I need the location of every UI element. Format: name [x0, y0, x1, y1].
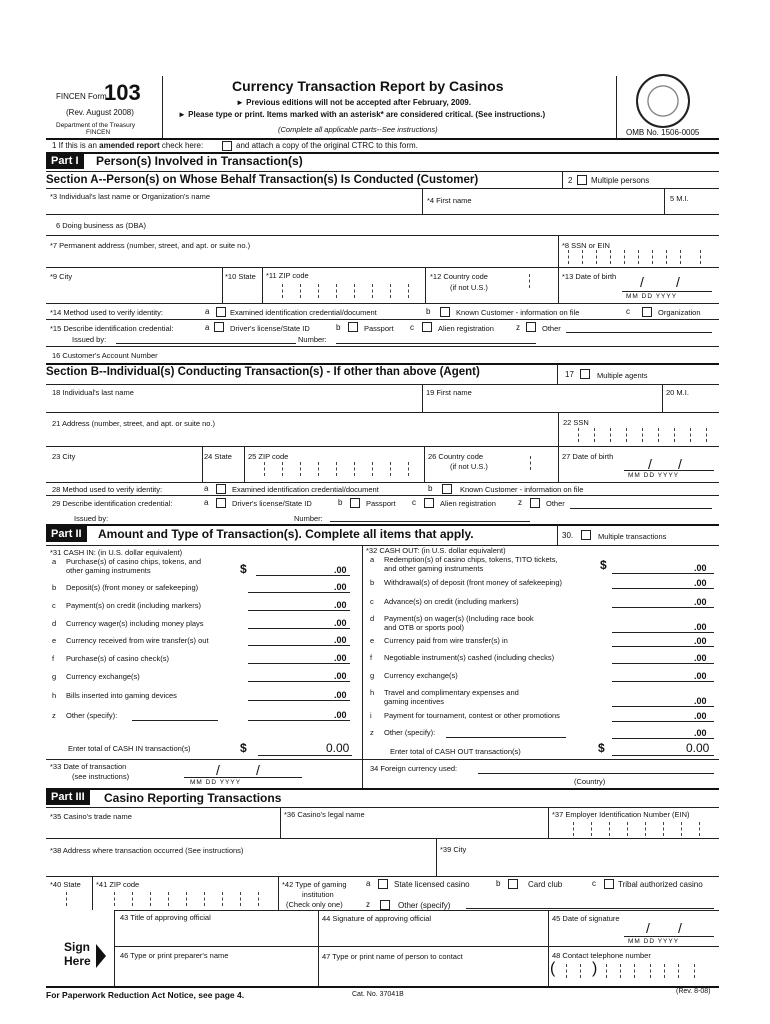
gaming-tribal-label: Tribal authorized casino — [618, 880, 703, 889]
field-33-label: *33 Date of transaction — [50, 762, 127, 771]
agent-dob-format: MM DD YYYY — [628, 472, 680, 479]
field-9-label: *9 City — [50, 272, 73, 281]
field-33-note: (see instructions) — [72, 772, 130, 781]
field-27-label: 27 Date of birth — [562, 452, 614, 461]
cred-other-input[interactable] — [566, 332, 712, 333]
cash-out-letter: h — [370, 688, 375, 697]
field-12-note: (if not U.S.) — [450, 283, 488, 292]
header-note-2: ► Please type or print. Items marked with an asterisk* are considered critical. (See instructions.) — [178, 110, 546, 119]
agent-issued-by-label: Issued by: — [74, 514, 109, 523]
cash-out-item-label: Advance(s) on credit (including markers) — [384, 597, 519, 606]
sign-label: Sign — [64, 940, 90, 954]
gaming-other-input[interactable] — [466, 908, 714, 909]
agent-cred-alien-label: Alien registration — [440, 499, 496, 508]
cash-out-amount-input[interactable] — [612, 738, 714, 739]
field-4-label: *4 First name — [427, 196, 472, 205]
part3-title: Casino Reporting Transactions — [104, 791, 282, 805]
amended-note: and attach a copy of the original CTRC to this form. — [236, 141, 418, 150]
agent-cred-passport-checkbox[interactable] — [350, 498, 360, 508]
cash-out-item-label: Currency paid from wire transfer(s) in — [384, 636, 508, 645]
cash-out-amount[interactable]: .00 — [694, 563, 707, 573]
agent-cred-other-input[interactable] — [570, 508, 712, 509]
cash-in-amount-input[interactable] — [248, 700, 350, 701]
field-28-label: 28 Method used to verify identity: — [52, 485, 163, 494]
field-47-label: 47 Type or print name of person to contact — [322, 952, 463, 961]
multiple-agents-label: Multiple agents — [597, 371, 648, 380]
cash-in-dollar-sign: $ — [240, 562, 247, 576]
gaming-tribal-checkbox[interactable] — [604, 879, 614, 889]
cash-in-item-label: Currency wager(s) including money plays — [66, 619, 204, 628]
here-label: Here — [64, 954, 91, 968]
field-23-label: 23 City — [52, 452, 76, 461]
cash-out-amount-input[interactable] — [612, 588, 714, 589]
agent-verify-examined-label: Examined identification credential/document — [232, 485, 379, 494]
cash-out-item-label: Payment(s) on wager(s) (Including race book — [384, 614, 534, 623]
agent-cred-number-input[interactable] — [330, 521, 530, 522]
cash-in-item-label: Bills inserted into gaming devices — [66, 691, 177, 700]
cash-in-letter: e — [52, 636, 57, 645]
cash-out-item-label: Negotiable instrument(s) cashed (including checks) — [384, 653, 555, 662]
cash-out-letter: i — [370, 711, 372, 720]
field-38-label: *38 Address where transaction occurred (See instructions) — [50, 846, 244, 855]
field-36-label: *36 Casino's legal name — [284, 810, 365, 819]
field-26-label: 26 Country code — [428, 452, 484, 461]
field-46-label: 46 Type or print preparer's name — [120, 951, 229, 960]
amended-line: 1 If this is an amended report check here: — [52, 141, 204, 150]
field-11-label: *11 ZIP code — [266, 271, 309, 280]
cash-in-item-label-2: other gaming instruments — [66, 566, 151, 575]
field-18-label: 18 Individual's last name — [52, 388, 134, 397]
agent-dob-input[interactable] — [624, 470, 714, 471]
signature-date-input[interactable] — [624, 936, 714, 937]
gaming-other-label: Other (specify) — [398, 901, 451, 910]
field-10-label: *10 State — [225, 272, 256, 281]
cred-alien-checkbox[interactable] — [422, 322, 432, 332]
agent-cred-other-checkbox[interactable] — [530, 498, 540, 508]
cash-out-item-label: Withdrawal(s) of deposit (front money of safekeeping) — [384, 578, 562, 587]
cash-in-letter: d — [52, 619, 57, 628]
cash-out-item-label-2: gaming incentives — [384, 697, 445, 706]
field-48-label: 48 Contact telephone number — [552, 951, 651, 960]
part1-title: Person(s) Involved in Transaction(s) — [96, 154, 303, 168]
cash-out-amount[interactable]: .00 — [694, 597, 707, 607]
cash-out-letter: z — [370, 728, 374, 737]
cash-out-item-label: Currency exchange(s) — [384, 671, 458, 680]
form-revision: (Rev. August 2008) — [66, 108, 134, 117]
verify-examined-label: Examined identification credential/document — [230, 308, 377, 317]
cash-out-amount[interactable]: .00 — [694, 578, 707, 588]
field-42-label: *42 Type of gaming — [282, 880, 347, 889]
amended-checkbox[interactable] — [222, 141, 232, 151]
cash-in-amount-input[interactable] — [248, 645, 350, 646]
field-16-label: 16 Customer's Account Number — [52, 351, 158, 360]
foreign-currency-input[interactable] — [478, 773, 714, 774]
cash-in-amount[interactable]: .00 — [334, 600, 347, 610]
field-40-label: *40 State — [50, 880, 81, 889]
cash-in-amount-input[interactable] — [248, 681, 350, 682]
gaming-card-club-label: Card club — [528, 880, 563, 889]
cred-other-checkbox[interactable] — [526, 322, 536, 332]
cash-out-letter: e — [370, 636, 375, 645]
cash-out-letter: g — [370, 671, 375, 680]
field-7-label: *7 Permanent address (number, street, and apt. or suite no.) — [50, 241, 251, 250]
number-label: Number: — [298, 335, 327, 344]
cred-license-label: Driver's license/State ID — [230, 324, 310, 333]
field-19-label: 19 First name — [426, 388, 472, 397]
agency: FINCEN — [86, 129, 111, 136]
cash-in-item-label: Deposit(s) (front money or safekeeping) — [66, 583, 199, 592]
field-17-number: 17 — [565, 370, 574, 379]
field-25-label: 25 ZIP code — [248, 452, 289, 461]
field-30-number: 30. — [562, 531, 574, 540]
department: Department of the Treasury — [56, 122, 136, 129]
field-8-label: *8 SSN or EIN — [562, 241, 610, 250]
cash-out-letter: b — [370, 578, 375, 587]
cash-out-other-specify-input[interactable] — [446, 737, 566, 738]
dob-format: MM DD YYYY — [626, 293, 678, 300]
cash-in-letter: c — [52, 601, 56, 610]
cash-out-amount-input[interactable] — [612, 573, 714, 574]
cash-in-amount-input[interactable] — [248, 610, 350, 611]
field-44-label: 44 Signature of approving official — [322, 914, 432, 923]
agent-verify-known-label: Known Customer - information on file — [460, 485, 584, 494]
field-43-label: 43 Title of approving official — [120, 913, 211, 922]
transaction-date-format: MM DD YYYY — [190, 779, 242, 786]
cash-in-item-label: Currency received from wire transfer(s) out — [66, 636, 209, 645]
cash-in-item-label: Payment(s) on credit (including markers) — [66, 601, 202, 610]
cash-out-letter: f — [370, 653, 373, 662]
cash-in-letter: a — [52, 557, 57, 566]
field-3-label: *3 Individual's last name or Organization's name — [50, 192, 211, 201]
cash-in-amount[interactable]: .00 — [334, 690, 347, 700]
signature-date-format: MM DD YYYY — [628, 938, 680, 945]
cash-out-amount-input[interactable] — [612, 706, 714, 707]
agent-verify-examined-checkbox[interactable] — [216, 484, 226, 494]
field-26-note: (if not U.S.) — [450, 462, 488, 471]
part3-label: Part III — [46, 789, 90, 805]
cash-in-total-dollar: $ — [240, 741, 247, 755]
cash-in-letter: g — [52, 672, 57, 681]
cash-out-item-label: Travel and complimentary expenses and — [384, 688, 519, 697]
cash-in-other-specify-input[interactable] — [132, 720, 218, 721]
cash-in-item-label: Purchase(s) of casino chips, tokens, and — [66, 557, 202, 566]
cash-out-letter: c — [370, 597, 374, 606]
cash-out-amount[interactable]: .00 — [694, 653, 707, 663]
field-45-label: 45 Date of signature — [552, 914, 620, 923]
header-note-3: (Complete all applicable parts--See instructions) — [278, 125, 438, 134]
cash-out-item-label: Redemption(s) of casino chips, tokens, TITO tickets, — [384, 555, 558, 564]
cash-out-heading: *32 CASH OUT: (in U.S. dollar equivalent) — [366, 546, 506, 555]
cash-out-item-label: Other (specify): — [384, 728, 436, 737]
cash-in-amount-input[interactable] — [256, 575, 350, 576]
field-42-sub: institution — [302, 890, 334, 899]
cash-out-amount[interactable]: .00 — [694, 622, 707, 632]
field-24-label: 24 State — [204, 452, 232, 461]
cash-out-item-label-2: and OTB or sports pool) — [384, 623, 465, 632]
cash-out-amount[interactable]: .00 — [694, 671, 707, 681]
cash-in-amount[interactable]: .00 — [334, 671, 347, 681]
agent-cred-license-label: Driver's license/State ID — [232, 499, 312, 508]
cred-other-label: Other — [542, 324, 561, 333]
dob-input[interactable] — [622, 291, 712, 292]
cash-in-item-label: Currency exchange(s) — [66, 672, 140, 681]
cash-out-amount-input[interactable] — [612, 632, 714, 633]
gaming-card-club-checkbox[interactable] — [508, 879, 518, 889]
agent-cred-other-label: Other — [546, 499, 565, 508]
cash-out-amount-input[interactable] — [612, 721, 714, 722]
field-29-label: 29 Describe identification credential: — [52, 499, 173, 508]
cash-out-amount-input[interactable] — [612, 663, 714, 664]
cash-in-letter: b — [52, 583, 57, 592]
cash-out-item-label-2: and other gaming instruments — [384, 564, 484, 573]
footer-notice: For Paperwork Reduction Act Notice, see page 4. — [46, 990, 245, 1000]
field-21-label: 21 Address (number, street, and apt. or suite no.) — [52, 419, 216, 428]
multiple-transactions-label: Multiple transactions — [598, 532, 667, 541]
cred-alien-label: Alien registration — [438, 324, 494, 333]
cash-out-letter: a — [370, 555, 375, 564]
verify-known-checkbox[interactable] — [440, 307, 450, 317]
agent-verify-known-checkbox[interactable] — [442, 484, 452, 494]
form-number: 103 — [104, 80, 141, 105]
field-15-label: *15 Describe identification credential: — [50, 324, 174, 333]
field-13-label: *13 Date of birth — [562, 272, 617, 281]
section-b-title: Section B--Individual(s) Conducting Transaction(s) - If other than above (Agent) — [46, 366, 480, 378]
cash-in-heading: *31 CASH IN: (in U.S. dollar equivalent) — [50, 548, 183, 557]
omb-number: OMB No. 1506-0005 — [626, 128, 700, 137]
cash-in-amount[interactable]: .00 — [334, 635, 347, 645]
field-2-number: 2 — [568, 176, 573, 185]
verify-organization-checkbox[interactable] — [642, 307, 652, 317]
verify-examined-checkbox[interactable] — [216, 307, 226, 317]
agent-cred-passport-label: Passport — [366, 499, 396, 508]
multiple-agents-checkbox[interactable] — [580, 369, 590, 379]
field-39-label: *39 City — [440, 845, 467, 854]
cred-number-input[interactable] — [336, 343, 536, 344]
cash-in-amount-input[interactable] — [248, 720, 350, 721]
sign-arrow-icon — [96, 944, 106, 968]
cash-in-amount-input[interactable] — [248, 592, 350, 593]
transaction-date-input[interactable] — [184, 777, 302, 778]
treasury-seal — [636, 74, 690, 128]
cash-in-item-label: Purchase(s) of casino check(s) — [66, 654, 169, 663]
cash-out-amount-input[interactable] — [612, 681, 714, 682]
country-label: (Country) — [574, 777, 606, 786]
field-22-label: 22 SSN — [563, 418, 589, 427]
cash-in-letter: z — [52, 711, 56, 720]
field-5-label: 5 M.I. — [670, 194, 689, 203]
field-42-note: (Check only one) — [286, 900, 343, 909]
cash-in-letter: f — [52, 654, 55, 663]
part2-label: Part II — [46, 526, 87, 542]
cash-in-amount-input[interactable] — [248, 628, 350, 629]
cash-out-letter: d — [370, 614, 375, 623]
field-14-label: *14 Method used to verify identity: — [50, 308, 163, 317]
verify-known-label: Known Customer - information on file — [456, 308, 580, 317]
field-20-label: 20 M.I. — [666, 388, 689, 397]
part1-label: Part I — [46, 153, 84, 169]
cred-license-checkbox[interactable] — [214, 322, 224, 332]
issued-by-input[interactable] — [116, 343, 296, 344]
multiple-persons-label: Multiple persons — [591, 176, 650, 185]
field-35-label: *35 Casino's trade name — [50, 812, 132, 821]
cash-in-amount-input[interactable] — [248, 663, 350, 664]
cred-passport-checkbox[interactable] — [348, 322, 358, 332]
cash-in-item-label: Other (specify): — [66, 711, 118, 720]
gaming-state-casino-checkbox[interactable] — [378, 879, 388, 889]
cash-in-amount[interactable]: .00 — [334, 618, 347, 628]
header-note-1: ► Previous editions will not be accepted after February, 2009. — [236, 98, 471, 107]
gaming-other-checkbox[interactable] — [380, 900, 390, 910]
cash-out-amount[interactable]: .00 — [694, 711, 707, 721]
form-prefix: FINCEN Form — [56, 92, 107, 101]
cash-out-amount[interactable]: .00 — [694, 696, 707, 706]
cash-out-item-label: Payment for tournament, contest or other promotions — [384, 711, 560, 720]
cash-in-amount[interactable]: .00 — [334, 565, 347, 575]
cred-passport-label: Passport — [364, 324, 394, 333]
cash-in-amount[interactable]: .00 — [334, 710, 347, 720]
agent-cred-license-checkbox[interactable] — [216, 498, 226, 508]
agent-cred-alien-checkbox[interactable] — [424, 498, 434, 508]
field-41-label: *41 ZIP code — [96, 880, 140, 889]
cash-out-dollar-sign: $ — [600, 558, 607, 572]
cash-in-total-label: Enter total of CASH IN transaction(s) — [68, 744, 191, 753]
issued-by-label: Issued by: — [72, 335, 107, 344]
section-a-title: Section A--Person(s) on Whose Behalf Transaction(s) Is Conducted (Customer) — [46, 174, 479, 186]
cash-out-amount-input[interactable] — [612, 607, 714, 608]
footer-catalog: Cat. No. 37041B — [352, 991, 404, 998]
form-title: Currency Transaction Report by Casinos — [232, 78, 504, 94]
verify-organization-label: Organization — [658, 308, 701, 317]
cash-in-amount[interactable]: .00 — [334, 582, 347, 592]
part2-title: Amount and Type of Transaction(s). Complete all items that apply. — [98, 527, 474, 541]
footer-revision: (Rev. 8-08) — [676, 988, 711, 995]
cash-out-total-dollar: $ — [598, 741, 605, 755]
cash-in-letter: h — [52, 691, 57, 700]
cash-out-total-label: Enter total of CASH OUT transaction(s) — [390, 747, 521, 756]
multiple-persons-checkbox[interactable] — [577, 175, 587, 185]
field-37-label: *37 Employer Identification Number (EIN) — [552, 810, 690, 819]
field-34-label: 34 Foreign currency used: — [370, 764, 458, 773]
multiple-transactions-checkbox[interactable] — [581, 530, 591, 540]
field-6-label: 6 Doing business as (DBA) — [56, 221, 147, 230]
cash-in-total-value[interactable]: 0.00 — [326, 741, 350, 755]
cash-out-amount-input[interactable] — [612, 646, 714, 647]
cash-out-total-value[interactable]: 0.00 — [686, 741, 710, 755]
cash-out-amount[interactable]: .00 — [694, 728, 707, 738]
agent-number-label: Number: — [294, 514, 323, 523]
gaming-state-casino-label: State licensed casino — [394, 880, 470, 889]
cash-out-amount[interactable]: .00 — [694, 636, 707, 646]
cash-in-amount[interactable]: .00 — [334, 653, 347, 663]
field-12-label: *12 Country code — [430, 272, 488, 281]
